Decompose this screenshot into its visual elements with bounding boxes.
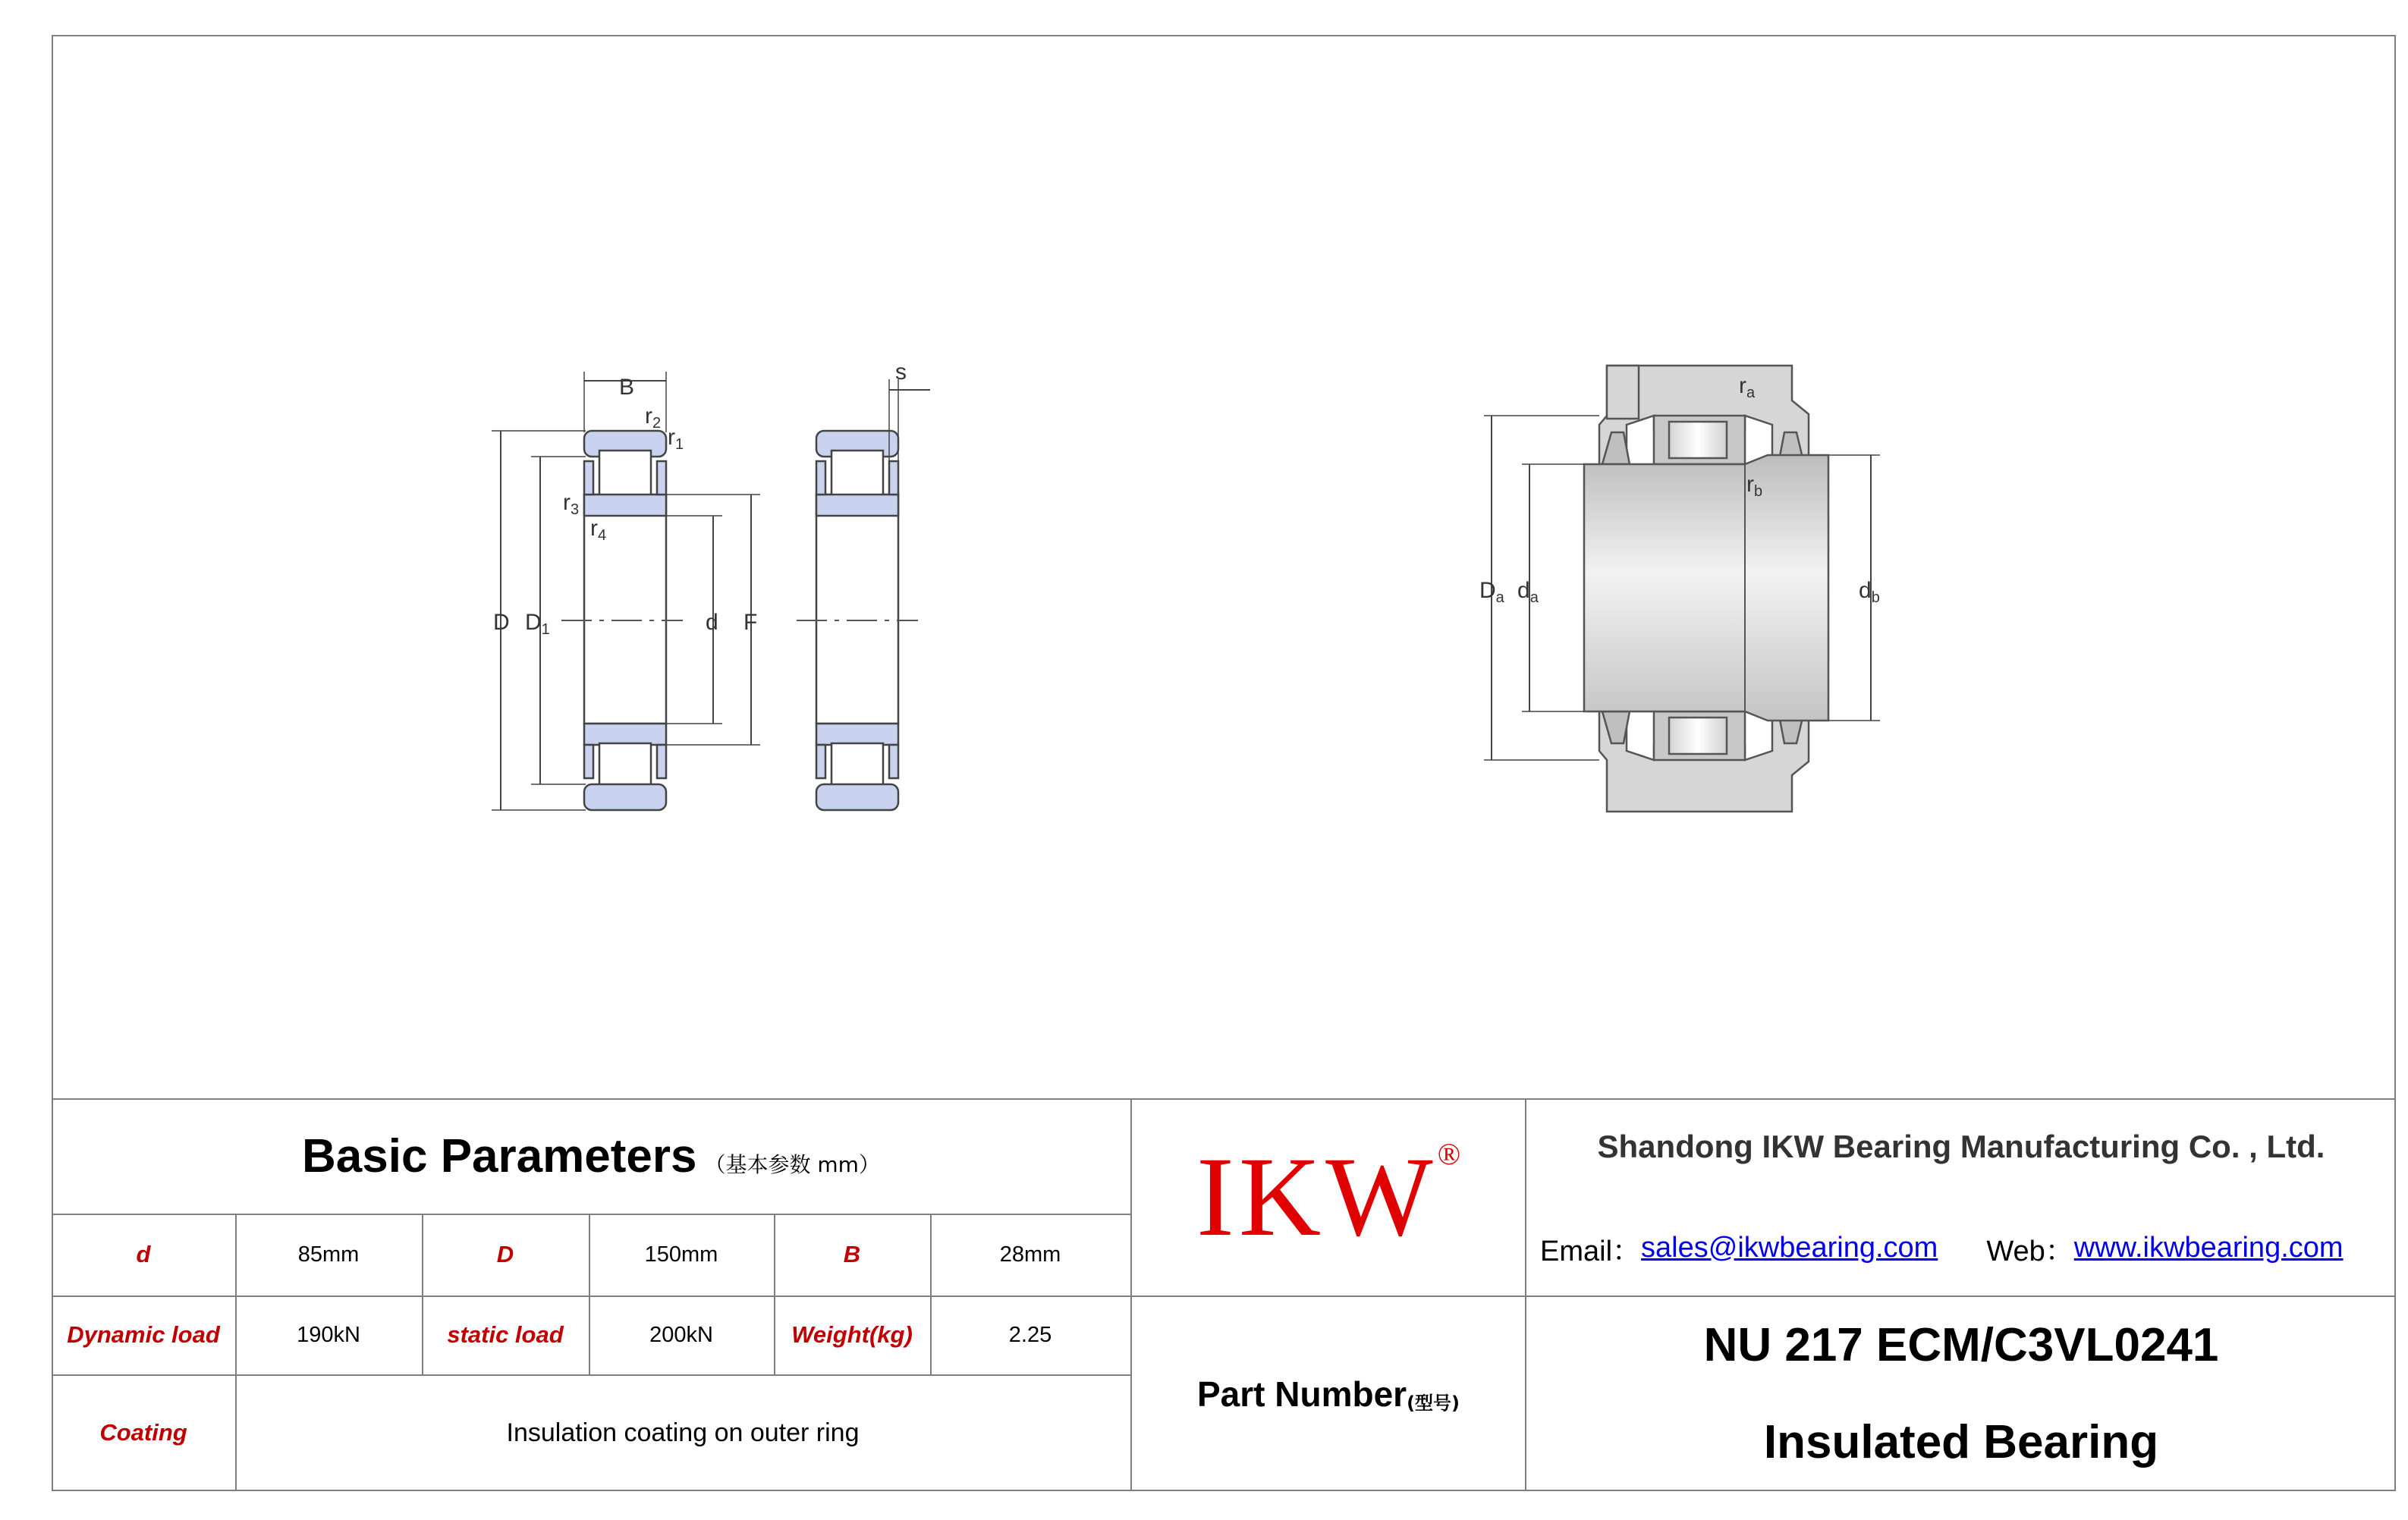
param-value-dynamic-load: 190kN — [297, 1322, 360, 1347]
company-contact — [1540, 1221, 2393, 1274]
label-B: B — [619, 375, 635, 400]
param-value-static-load: 200kN — [649, 1322, 713, 1347]
parameters-title — [52, 1098, 1130, 1214]
label-da: $d_a$ — [1517, 578, 1539, 606]
part-number-label-suffix: (型号) — [1407, 1392, 1460, 1414]
param-value-weight: 2.25 — [1008, 1322, 1052, 1347]
label-r3: $r_3$ — [563, 490, 580, 518]
label-r1: $r_1$ — [668, 425, 684, 453]
label-s: s — [895, 360, 907, 385]
bearing-section-view — [492, 372, 760, 810]
param-label-dynamic-load: Dynamic load — [67, 1321, 220, 1348]
parameters-title-text: Basic Parameters — [302, 1129, 697, 1182]
param-label-static-load: static load — [447, 1321, 564, 1348]
label-ra: $r_a$ — [1739, 373, 1756, 401]
label-d: d — [706, 610, 718, 635]
part-number-label — [1132, 1297, 1525, 1491]
label-db: $d_b$ — [1859, 578, 1880, 606]
part-number-value: NU 217 ECM/C3VL0241 — [1703, 1318, 2219, 1371]
email-label: Email： — [1540, 1235, 1642, 1267]
param-label-D: D — [496, 1241, 514, 1267]
company-name: Shandong IKW Bearing Manufacturing Co. , Ltd. — [1597, 1129, 2325, 1164]
email-link[interactable]: sales@ikwbearing.com — [1641, 1231, 1938, 1264]
label-D1: $D_1$ — [525, 610, 550, 638]
param-value-B: 28mm — [999, 1242, 1061, 1267]
param-label-B: B — [843, 1241, 861, 1267]
label-Da: $D_a$ — [1479, 578, 1504, 606]
label-r2: $r_2$ — [645, 404, 662, 432]
ikw-logo-text: IKW — [1196, 1134, 1438, 1260]
ikw-logo — [1132, 1098, 1525, 1295]
param-label-coating: Coating — [99, 1419, 187, 1446]
bearing-displacement-view — [797, 379, 930, 810]
registered-mark: ® — [1437, 1137, 1461, 1171]
label-rb: $r_b$ — [1746, 472, 1763, 500]
param-value-d: 85mm — [297, 1242, 360, 1267]
web-link[interactable]: www.ikwbearing.com — [2073, 1231, 2344, 1264]
parameters-title-suffix: （基本参数 mm） — [704, 1152, 880, 1177]
label-D: D — [493, 610, 510, 635]
label-F: F — [743, 610, 758, 635]
param-value-coating: Insulation coating on outer ring — [506, 1418, 860, 1447]
label-r4: $r_4$ — [590, 516, 607, 544]
bearing-mounting-view — [1484, 366, 1880, 812]
web-label: Web： — [1986, 1235, 2074, 1267]
part-number-label-text: Part Number — [1196, 1374, 1407, 1414]
param-label-d: d — [136, 1241, 151, 1267]
param-label-weight: Weight(kg) — [791, 1321, 913, 1348]
part-type: Insulated Bearing — [1763, 1415, 2159, 1468]
param-value-D: 150mm — [644, 1242, 718, 1267]
title-block — [52, 1098, 2396, 1491]
